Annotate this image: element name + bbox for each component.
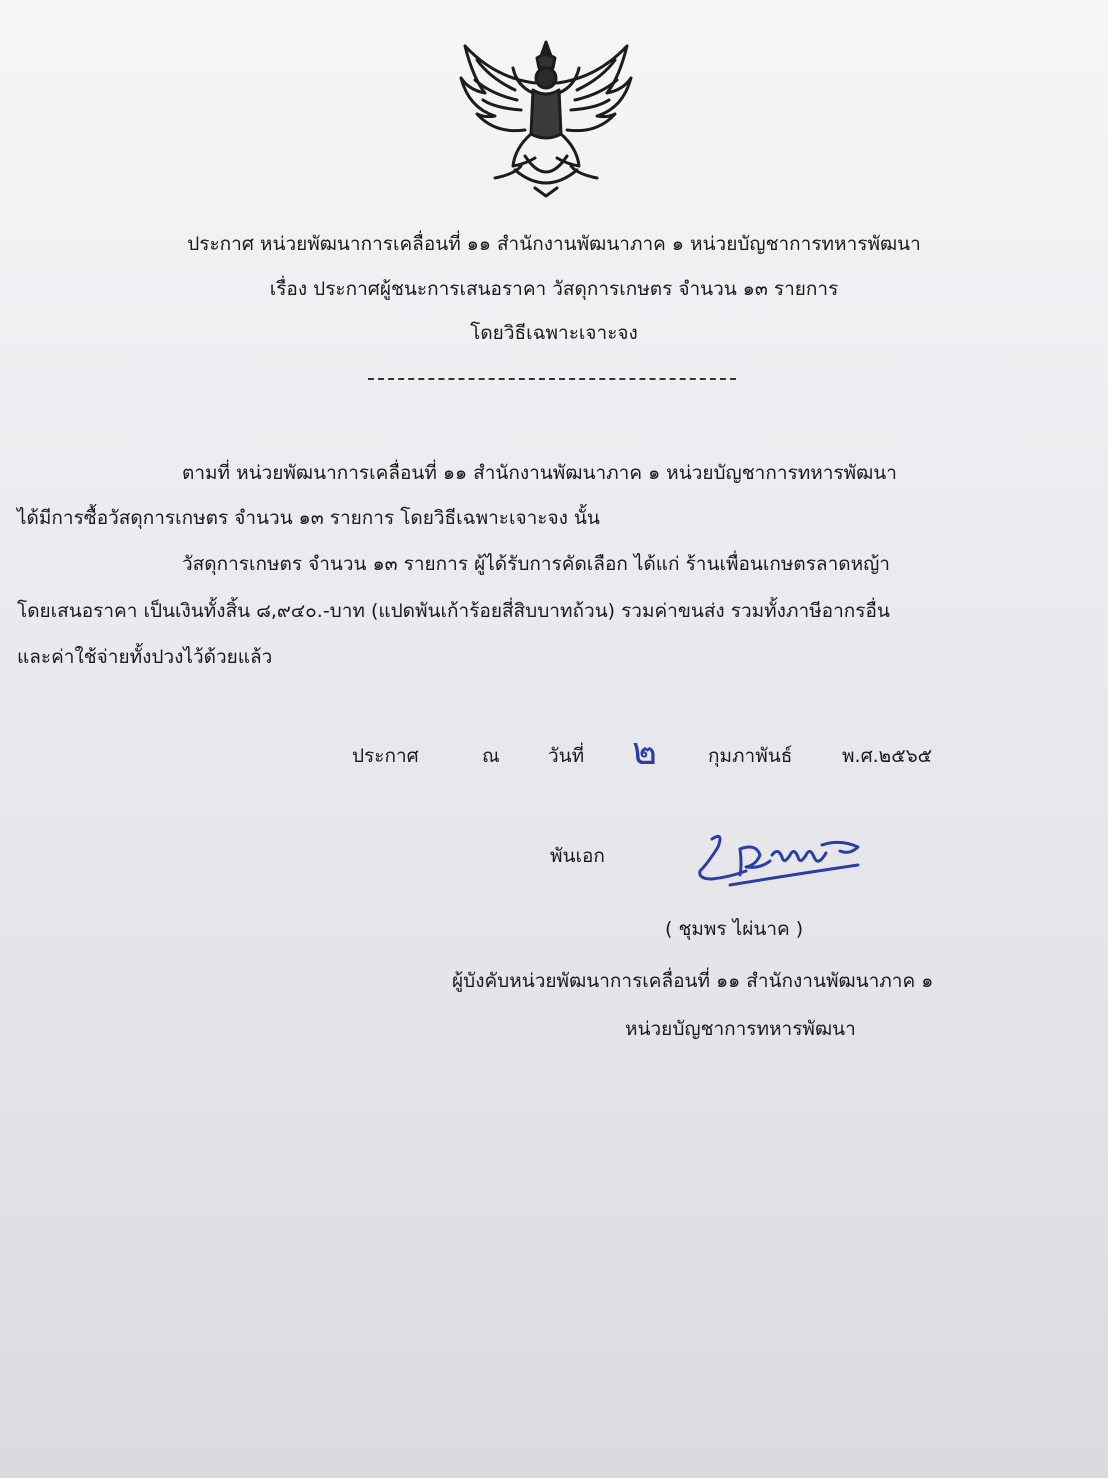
paragraph-1-line-2: ได้มีการซื้อวัสดุการเกษตร จำนวน ๑๓ รายการ โดยวิธีเฉพาะเจาะจง นั้น — [17, 507, 600, 529]
paragraph-2-line-1: วัสดุการเกษตร จำนวน ๑๓ รายการ ผู้ได้รับการคัดเลือก ได้แก่ ร้านเพื่อนเกษตรลาดหญ้า — [182, 553, 890, 575]
date-announce-label: ประกาศ — [352, 745, 419, 767]
header-divider — [368, 378, 736, 380]
date-month: กุมภาพันธ์ — [708, 745, 793, 767]
announcement-method: โดยวิธีเฉพาะเจาะจง — [470, 322, 638, 344]
signatory-name: ( ชุมพร ไผ่นาค ) — [665, 918, 804, 940]
paragraph-1-line-1: ตามที่ หน่วยพัฒนาการเคลื่อนที่ ๑๑ สำนักงานพัฒนาภาค ๑ หน่วยบัญชาการทหารพัฒนา — [182, 462, 897, 484]
signatory-position-line-1: ผู้บังคับหน่วยพัฒนาการเคลื่อนที่ ๑๑ สำนักงานพัฒนาภาค ๑ — [452, 970, 934, 992]
date-day-label: วันที่ — [548, 745, 585, 767]
signatory-position-line-2: หน่วยบัญชาการทหารพัฒนา — [625, 1018, 856, 1040]
announcement-subject: เรื่อง ประกาศผู้ชนะการเสนอราคา วัสดุการเกษตร จำนวน ๑๓ รายการ — [269, 278, 839, 300]
signatory-rank: พันเอก — [550, 845, 605, 867]
announcement-title: ประกาศ หน่วยพัฒนาการเคลื่อนที่ ๑๑ สำนักงานพัฒนาภาค ๑ หน่วยบัญชาการทหารพัฒนา — [187, 233, 921, 255]
garuda-emblem-icon — [455, 38, 637, 198]
date-at-label: ณ — [482, 745, 500, 767]
paragraph-2-line-3: และค่าใช้จ่ายทั้งปวงไว้ด้วยแล้ว — [17, 646, 273, 668]
paragraph-2-line-2: โดยเสนอราคา เป็นเงินทั้งสิ้น ๘,๙๔๐.-บาท (แปดพันเก้าร้อยสี่สิบบาทถ้วน) รวมค่าขนส่ง รวมทั้งภาษีอากรอื่น — [17, 600, 890, 622]
date-year: พ.ศ.๒๕๖๕ — [842, 745, 933, 767]
signature-image — [690, 825, 865, 895]
date-day-value: ๒ — [632, 729, 658, 773]
